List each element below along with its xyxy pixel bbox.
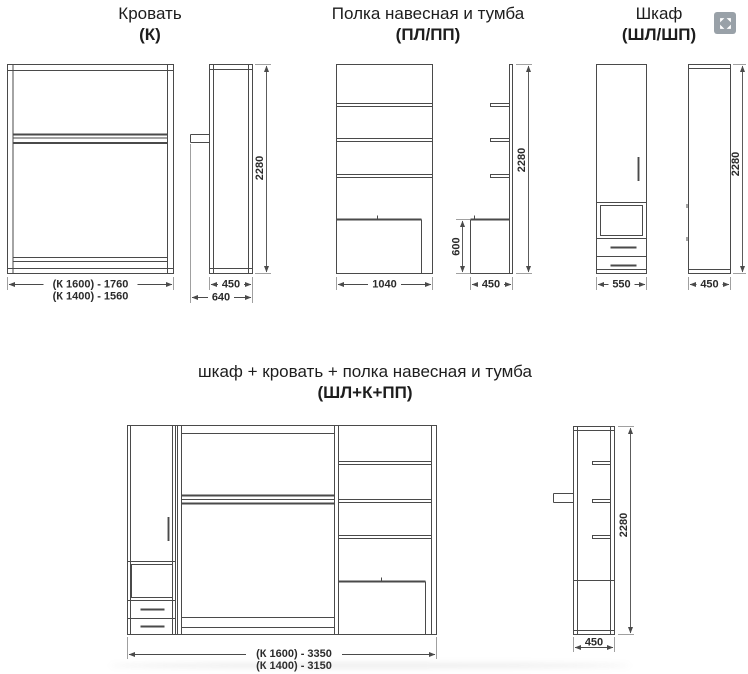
bed-title: Кровать (118, 4, 182, 23)
bed-dimensions (8, 65, 272, 304)
page-shadow (110, 663, 630, 668)
shelf-depth-label: 450 (481, 278, 501, 291)
shelf-side-view (471, 65, 513, 274)
bed-width-1600-label: (К 1600) - 1760 (52, 278, 129, 291)
combo-dimensions (128, 427, 635, 673)
combo-depth-label: 450 (584, 636, 604, 649)
combo-width-1600-label: (К 1600) - 3350 (256, 648, 332, 660)
combo-side-view (554, 427, 615, 635)
shelf-title: Полка навесная и тумба (331, 4, 525, 23)
bed-front-view (8, 65, 174, 274)
shelf-cabinet-height-label: 600 (450, 237, 463, 256)
shelf-width-label: 1040 (372, 278, 397, 291)
bed-side-view (191, 65, 253, 274)
shelf-height-label: 2280 (516, 147, 528, 173)
shelf-front-view (337, 65, 433, 274)
combo-width-1400-label: (К 1400) - 3150 (256, 660, 332, 672)
wardrobe-depth-label: 450 (700, 278, 719, 291)
wardrobe-front-view (597, 65, 647, 274)
wardrobe-title: Шкаф (635, 4, 683, 23)
bed-width-1400-label: (К 1400) - 1560 (52, 290, 129, 303)
wardrobe-width-label: 550 (612, 278, 631, 291)
wardrobe-side-view (687, 65, 731, 274)
bed-height-label: 2280 (254, 155, 266, 181)
combo-front-view (128, 426, 437, 635)
combo-title: шкаф + кровать + полка навесная и тумба (198, 362, 532, 381)
shelf-code: (ПЛ/ПП) (395, 25, 461, 44)
combo-code: (ШЛ+К+ПП) (317, 383, 413, 402)
combo-height-label: 2280 (618, 512, 630, 538)
bed-code: (К) (139, 25, 161, 44)
bed-total-depth-label: 640 (211, 291, 231, 304)
wardrobe-code: (ШЛ/ШП) (621, 25, 697, 44)
bed-depth-label: 450 (221, 278, 241, 291)
wardrobe-height-label: 2280 (730, 151, 742, 177)
